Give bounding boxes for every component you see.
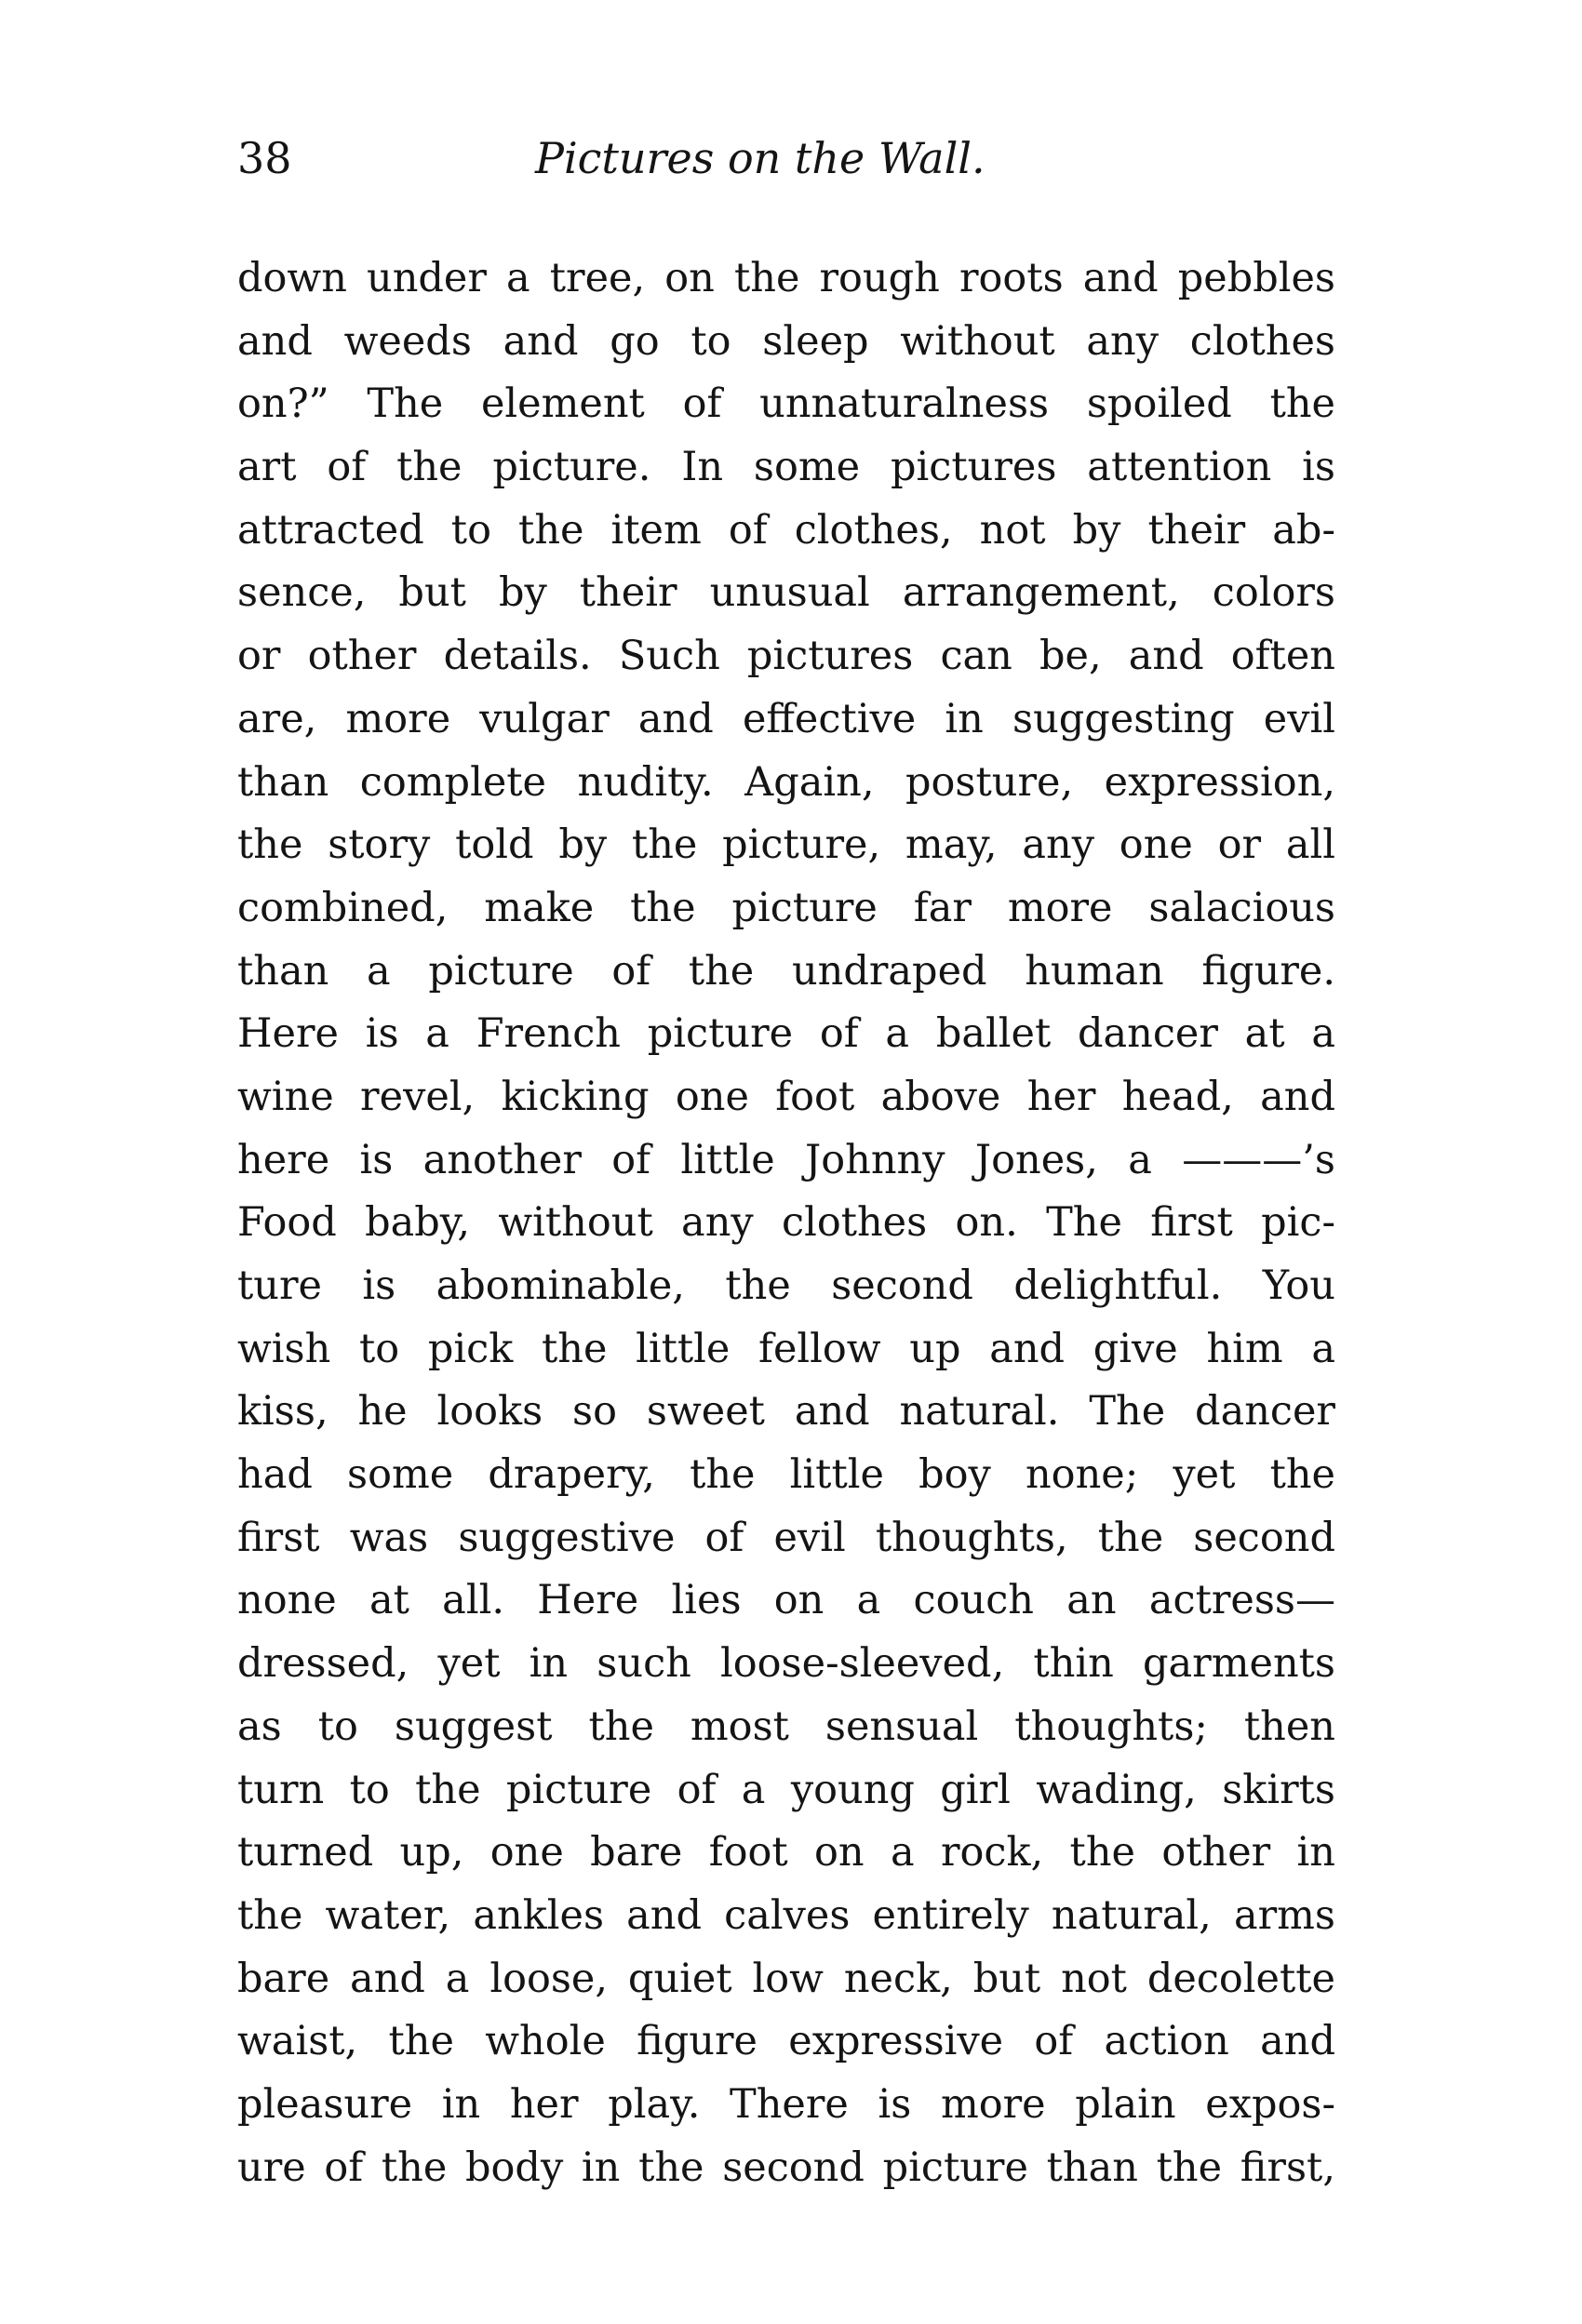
text-line: art of the picture. In some pictures attention is bbox=[237, 444, 1335, 491]
text-line: turn to the picture of a young girl wading, skirts bbox=[237, 1766, 1335, 1813]
text-line: wish to pick the little fellow up and give him a bbox=[237, 1325, 1335, 1372]
text-line: and weeds and go to sleep without any clothes bbox=[237, 317, 1335, 365]
text-line: the water, ankles and calves entirely natural, arms bbox=[237, 1891, 1335, 1939]
text-line: first was suggestive of evil thoughts, the second bbox=[237, 1514, 1335, 1561]
page-number: 38 bbox=[237, 133, 292, 183]
text-line: turned up, one bare foot on a rock, the other in bbox=[237, 1829, 1335, 1877]
text-line: had some drapery, the little boy none; yet the bbox=[237, 1451, 1335, 1499]
text-line: the story told by the picture, may, any one or all bbox=[237, 821, 1335, 869]
text-line: pleasure in her play. There is more plain expos- bbox=[237, 2080, 1335, 2128]
text-line: kiss, he looks so sweet and natural. The dancer bbox=[237, 1388, 1335, 1436]
text-line: dressed, yet in such loose-sleeved, thin garments bbox=[237, 1640, 1335, 1688]
running-head bbox=[237, 130, 1335, 195]
text-line: here is another of little Johnny Jones, a ———’s bbox=[237, 1136, 1335, 1183]
text-line: than a picture of the undraped human figure. bbox=[237, 947, 1335, 995]
text-line: sence, but by their unusual arrangement, colors bbox=[237, 569, 1335, 617]
text-line: as to suggest the most sensual thoughts; then bbox=[237, 1703, 1335, 1750]
text-line: Here is a French picture of a ballet dancer at a bbox=[237, 1010, 1335, 1058]
text-line: down under a tree, on the rough roots and pebbles bbox=[237, 255, 1335, 301]
text-line: none at all. Here lies on a couch an actress— bbox=[237, 1577, 1335, 1624]
text-line: ture is abominable, the second delightful. You bbox=[237, 1262, 1335, 1309]
text-line: on?” The element of unnaturalness spoiled the bbox=[237, 381, 1335, 428]
text-line: combined, make the picture far more salacious bbox=[237, 884, 1335, 931]
text-line: bare and a loose, quiet low neck, but not decolette bbox=[237, 1955, 1335, 2002]
text-line: Food baby, without any clothes on. The first pic- bbox=[237, 1199, 1335, 1247]
running-title: Pictures on the Wall. bbox=[535, 133, 985, 183]
text-line: waist, the whole figure expressive of action and bbox=[237, 2018, 1335, 2065]
text-line: wine revel, kicking one foot above her head, and bbox=[237, 1073, 1335, 1120]
text-line: than complete nudity. Again, posture, expression, bbox=[237, 758, 1335, 806]
text-line: attracted to the item of clothes, not by their ab- bbox=[237, 506, 1335, 554]
body-text bbox=[237, 247, 1335, 2199]
text-line: are, more vulgar and effective in suggesting evil bbox=[237, 695, 1335, 742]
text-line: or other details. Such pictures can be, and often bbox=[237, 633, 1335, 680]
text-line: ure of the body in the second picture than the first, bbox=[237, 2144, 1335, 2191]
